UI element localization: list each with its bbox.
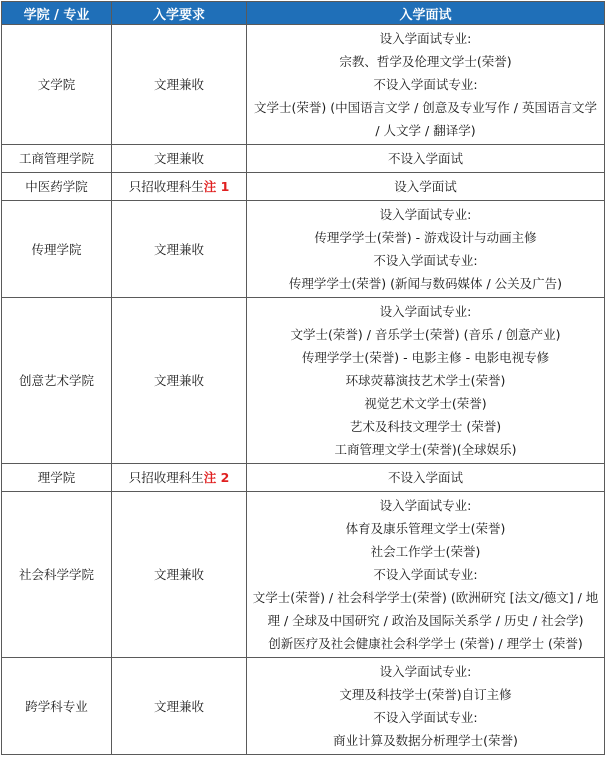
- interview-line: 艺术及科技文理学士 (荣誉): [349, 419, 502, 434]
- interview-line: 文学士(荣誉) / 音乐学士(荣誉) (音乐 / 创意产业): [290, 327, 561, 342]
- interview-line: 设入学面试专业:: [379, 664, 472, 679]
- interview-line: 设入学面试专业:: [379, 498, 472, 513]
- table-row: [2, 658, 605, 755]
- header-college: 学院 / 专业: [2, 2, 112, 25]
- note-reference: 注 2: [203, 470, 230, 485]
- interview-cell: [247, 201, 605, 298]
- interview-cell: [247, 298, 605, 464]
- interview-line: 设入学面试专业:: [379, 31, 472, 46]
- requirement-cell: [112, 201, 247, 298]
- college-cell: 创意艺术学院: [2, 298, 112, 464]
- interview-line: 宗教、哲学及伦理文学士(荣誉): [339, 54, 512, 69]
- table-row: [2, 464, 605, 492]
- interview-line: 设入学面试: [394, 179, 457, 194]
- interview-line: 不设入学面试专业:: [373, 253, 478, 268]
- requirement-cell: [112, 658, 247, 755]
- interview-line: 传理学学士(荣誉) - 电影主修 - 电影电视专修: [301, 350, 550, 365]
- interview-cell: [247, 145, 605, 173]
- interview-line: 商业计算及数据分析理学士(荣誉): [333, 733, 518, 748]
- interview-line: 工商管理文学士(荣誉)(全球娱乐): [334, 442, 517, 457]
- requirement-text: 文理兼收: [153, 567, 204, 582]
- interview-cell: [247, 658, 605, 755]
- requirement-cell: [112, 464, 247, 492]
- college-cell: 跨学科专业: [2, 658, 112, 755]
- interview-line: 创新医疗及社会健康社会科学学士 (荣誉) / 理学士 (荣誉): [268, 636, 583, 651]
- requirement-cell: [112, 25, 247, 145]
- note-reference: 注 1: [203, 179, 230, 194]
- table-row: [2, 201, 605, 298]
- interview-line: 视觉艺术文学士(荣誉): [364, 396, 487, 411]
- requirement-text: 只招收理科生: [128, 470, 204, 485]
- header-requirement: 入学要求: [112, 2, 247, 25]
- college-cell: 文学院: [2, 25, 112, 145]
- interview-cell: [247, 173, 605, 201]
- college-cell: 社会科学学院: [2, 492, 112, 658]
- college-cell: 中医药学院: [2, 173, 112, 201]
- table-row: [2, 298, 605, 464]
- table-header: [2, 2, 605, 25]
- interview-cell: [247, 25, 605, 145]
- interview-line: 文理及科技学士(荣誉)自订主修: [339, 687, 512, 702]
- table-row: [2, 25, 605, 145]
- requirement-text: 文理兼收: [153, 77, 204, 92]
- header-interview: 入学面试: [247, 2, 605, 25]
- college-cell: 传理学院: [2, 201, 112, 298]
- requirement-cell: [112, 298, 247, 464]
- requirement-cell: [112, 145, 247, 173]
- table-row: [2, 173, 605, 201]
- interview-line: 不设入学面试专业:: [373, 567, 478, 582]
- requirement-cell: [112, 173, 247, 201]
- interview-line: 传理学学士(荣誉) (新闻与数码媒体 / 公关及广告): [288, 276, 563, 291]
- interview-line: 不设入学面试专业:: [373, 77, 478, 92]
- interview-line: 不设入学面试: [387, 470, 463, 485]
- interview-line: 环球荧幕演技艺术学士(荣誉): [345, 373, 506, 388]
- college-cell: 理学院: [2, 464, 112, 492]
- interview-cell: [247, 492, 605, 658]
- interview-cell: [247, 464, 605, 492]
- table-body: [2, 25, 605, 755]
- interview-line: 不设入学面试专业:: [373, 710, 478, 725]
- requirement-text: 只招收理科生: [128, 179, 204, 194]
- requirement-text: 文理兼收: [153, 373, 204, 388]
- requirement-text: 文理兼收: [153, 241, 204, 257]
- college-cell: 工商管理学院: [2, 145, 112, 173]
- requirement-text: 文理兼收: [153, 151, 204, 166]
- interview-line: 社会工作学士(荣誉): [370, 544, 481, 559]
- interview-line: 文学士(荣誉) / 社会科学学士(荣誉) (欧洲研究 [法文/德文] / 地理 / 全球及中国研究 / 政治及国际关系学 / 历史 / 社会学): [252, 590, 599, 628]
- interview-line: 不设入学面试: [387, 151, 463, 166]
- admission-table: [1, 1, 605, 755]
- interview-line: 传理学学士(荣誉) - 游戏设计与动画主修: [314, 230, 537, 245]
- interview-line: 设入学面试专业:: [379, 304, 472, 319]
- interview-line: 设入学面试专业:: [379, 207, 472, 222]
- requirement-text: 文理兼收: [153, 698, 204, 714]
- requirement-cell: [112, 492, 247, 658]
- table-row: [2, 145, 605, 173]
- interview-line: 体育及康乐管理文学士(荣誉): [345, 521, 506, 536]
- header-row: [2, 2, 605, 25]
- interview-line: 文学士(荣誉) (中国语言文学 / 创意及专业写作 / 英国语言文学 / 人文学 / 翻译学): [254, 100, 597, 138]
- table-row: [2, 492, 605, 658]
